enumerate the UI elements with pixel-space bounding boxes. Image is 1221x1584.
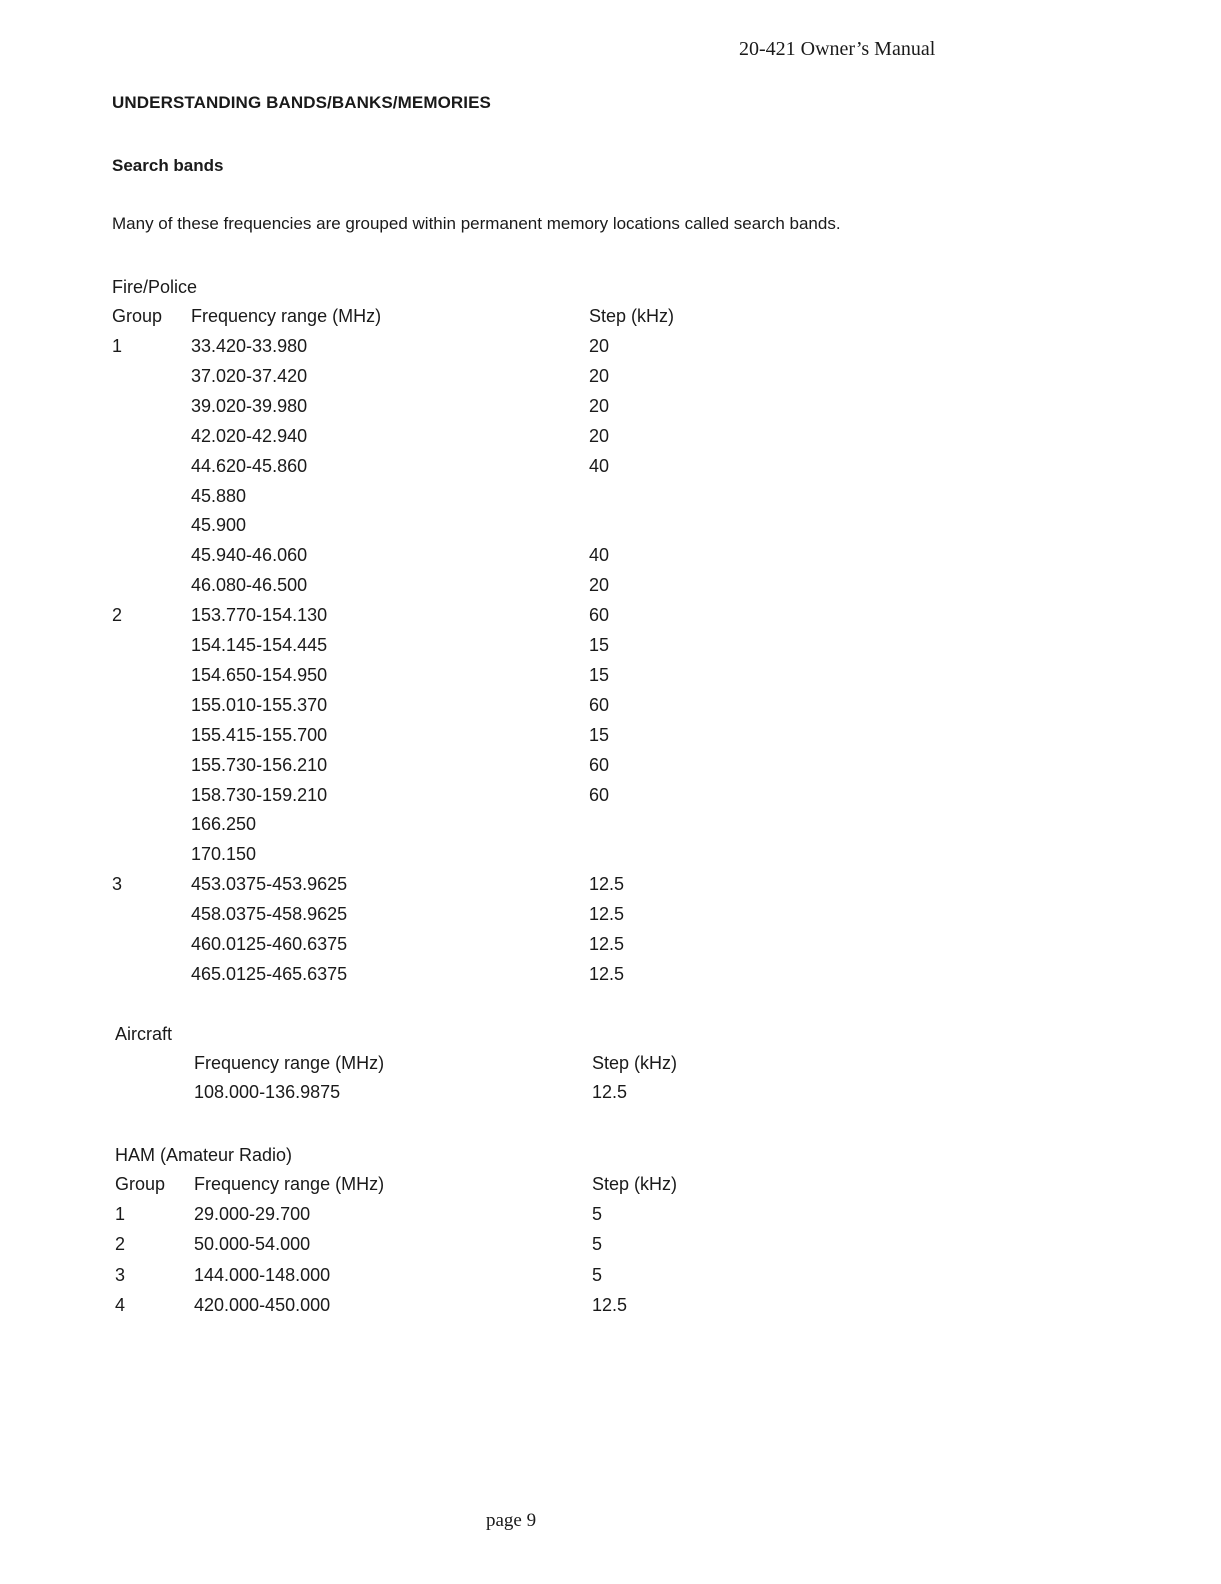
table-row: [112, 486, 812, 516]
freq-cell: 155.010-155.370: [191, 695, 328, 715]
page-title: UNDERSTANDING BANDS/BANKS/MEMORIES: [112, 93, 491, 112]
table-row: [112, 545, 812, 575]
step-cell: 12.5: [592, 1082, 628, 1102]
step-cell: 20: [589, 336, 610, 356]
step-cell: 12.5: [589, 964, 625, 984]
freq-cell: 108.000-136.9875: [194, 1082, 341, 1102]
freq-cell: 44.620-45.860: [191, 456, 308, 476]
step-cell: 12.5: [589, 904, 625, 924]
table-header: [115, 1174, 815, 1204]
freq-cell: 46.080-46.500: [191, 575, 308, 595]
step-cell: 5: [592, 1265, 603, 1285]
table-row: [112, 695, 812, 725]
table-row: [112, 964, 812, 994]
header-step: Step (kHz): [592, 1053, 678, 1073]
header-freq: Frequency range (MHz): [194, 1174, 385, 1194]
table-row: [112, 934, 812, 964]
group-cell: 3: [112, 874, 123, 894]
table-row: [112, 396, 812, 426]
table-row: [112, 336, 812, 366]
freq-cell: 153.770-154.130: [191, 605, 328, 625]
step-cell: 12.5: [589, 874, 625, 894]
freq-cell: 465.0125-465.6375: [191, 964, 348, 984]
table-row: [115, 1204, 815, 1234]
group-cell: 2: [115, 1234, 126, 1254]
section-subtitle: Search bands: [112, 156, 224, 175]
group-cell: 3: [115, 1265, 126, 1285]
group-cell: 2: [112, 605, 123, 625]
freq-cell: 37.020-37.420: [191, 366, 308, 386]
freq-cell: 155.730-156.210: [191, 755, 328, 775]
step-cell: 40: [589, 456, 610, 476]
step-cell: 60: [589, 755, 610, 775]
header-freq: Frequency range (MHz): [191, 306, 382, 326]
group-cell: 1: [112, 336, 123, 356]
freq-cell: 45.900: [191, 515, 247, 535]
freq-cell: 50.000-54.000: [194, 1234, 311, 1254]
table-row: [112, 575, 812, 605]
table-row: [112, 844, 812, 874]
table-row: [115, 1295, 815, 1325]
step-cell: 12.5: [592, 1295, 628, 1315]
header-step: Step (kHz): [592, 1174, 678, 1194]
table-row: [112, 426, 812, 456]
table-row: [112, 456, 812, 486]
freq-cell: 458.0375-458.9625: [191, 904, 348, 924]
header-step: Step (kHz): [589, 306, 675, 326]
table-row: [112, 725, 812, 755]
freq-cell: 158.730-159.210: [191, 785, 328, 805]
table-row: [112, 904, 812, 934]
step-cell: 60: [589, 695, 610, 715]
step-cell: 12.5: [589, 934, 625, 954]
table-header: [115, 1053, 815, 1083]
table-row: [115, 1234, 815, 1264]
step-cell: 20: [589, 575, 610, 595]
step-cell: 20: [589, 366, 610, 386]
header-group: Group: [112, 306, 163, 326]
table-row: [115, 1265, 815, 1295]
page-number: page 9: [486, 1510, 537, 1531]
table-row: [112, 366, 812, 396]
freq-cell: 170.150: [191, 844, 257, 864]
freq-cell: 45.880: [191, 486, 247, 506]
section-title-aircraft: Aircraft: [115, 1024, 173, 1044]
table-row: [112, 605, 812, 635]
freq-cell: 29.000-29.700: [194, 1204, 311, 1224]
freq-cell: 154.650-154.950: [191, 665, 328, 685]
table-row: [112, 814, 812, 844]
freq-cell: 460.0125-460.6375: [191, 934, 348, 954]
table-row: [112, 635, 812, 665]
table-row: [112, 785, 812, 815]
freq-cell: 42.020-42.940: [191, 426, 308, 446]
header-group: Group: [115, 1174, 166, 1194]
group-cell: 1: [115, 1204, 126, 1224]
freq-cell: 33.420-33.980: [191, 336, 308, 356]
freq-cell: 453.0375-453.9625: [191, 874, 348, 894]
step-cell: 15: [589, 635, 610, 655]
manual-header: 20-421 Owner’s Manual: [739, 38, 936, 60]
freq-cell: 166.250: [191, 814, 257, 834]
step-cell: 20: [589, 396, 610, 416]
freq-cell: 154.145-154.445: [191, 635, 328, 655]
table-row: [115, 1082, 815, 1112]
step-cell: 20: [589, 426, 610, 446]
table-row: [112, 515, 812, 545]
table-row: [112, 755, 812, 785]
freq-cell: 45.940-46.060: [191, 545, 308, 565]
step-cell: 40: [589, 545, 610, 565]
intro-paragraph: Many of these frequencies are grouped within permanent memory locations called search bands.: [112, 214, 841, 233]
table-row: [112, 874, 812, 904]
step-cell: 5: [592, 1234, 603, 1254]
freq-cell: 39.020-39.980: [191, 396, 308, 416]
freq-cell: 144.000-148.000: [194, 1265, 331, 1285]
step-cell: 15: [589, 665, 610, 685]
freq-cell: 155.415-155.700: [191, 725, 328, 745]
section-title-fire-police: Fire/Police: [112, 277, 198, 297]
section-title-ham: HAM (Amateur Radio): [115, 1145, 293, 1165]
step-cell: 15: [589, 725, 610, 745]
table-header: [112, 306, 812, 336]
step-cell: 60: [589, 785, 610, 805]
group-cell: 4: [115, 1295, 126, 1315]
freq-cell: 420.000-450.000: [194, 1295, 331, 1315]
step-cell: 5: [592, 1204, 603, 1224]
header-freq: Frequency range (MHz): [194, 1053, 385, 1073]
step-cell: 60: [589, 605, 610, 625]
table-row: [112, 665, 812, 695]
